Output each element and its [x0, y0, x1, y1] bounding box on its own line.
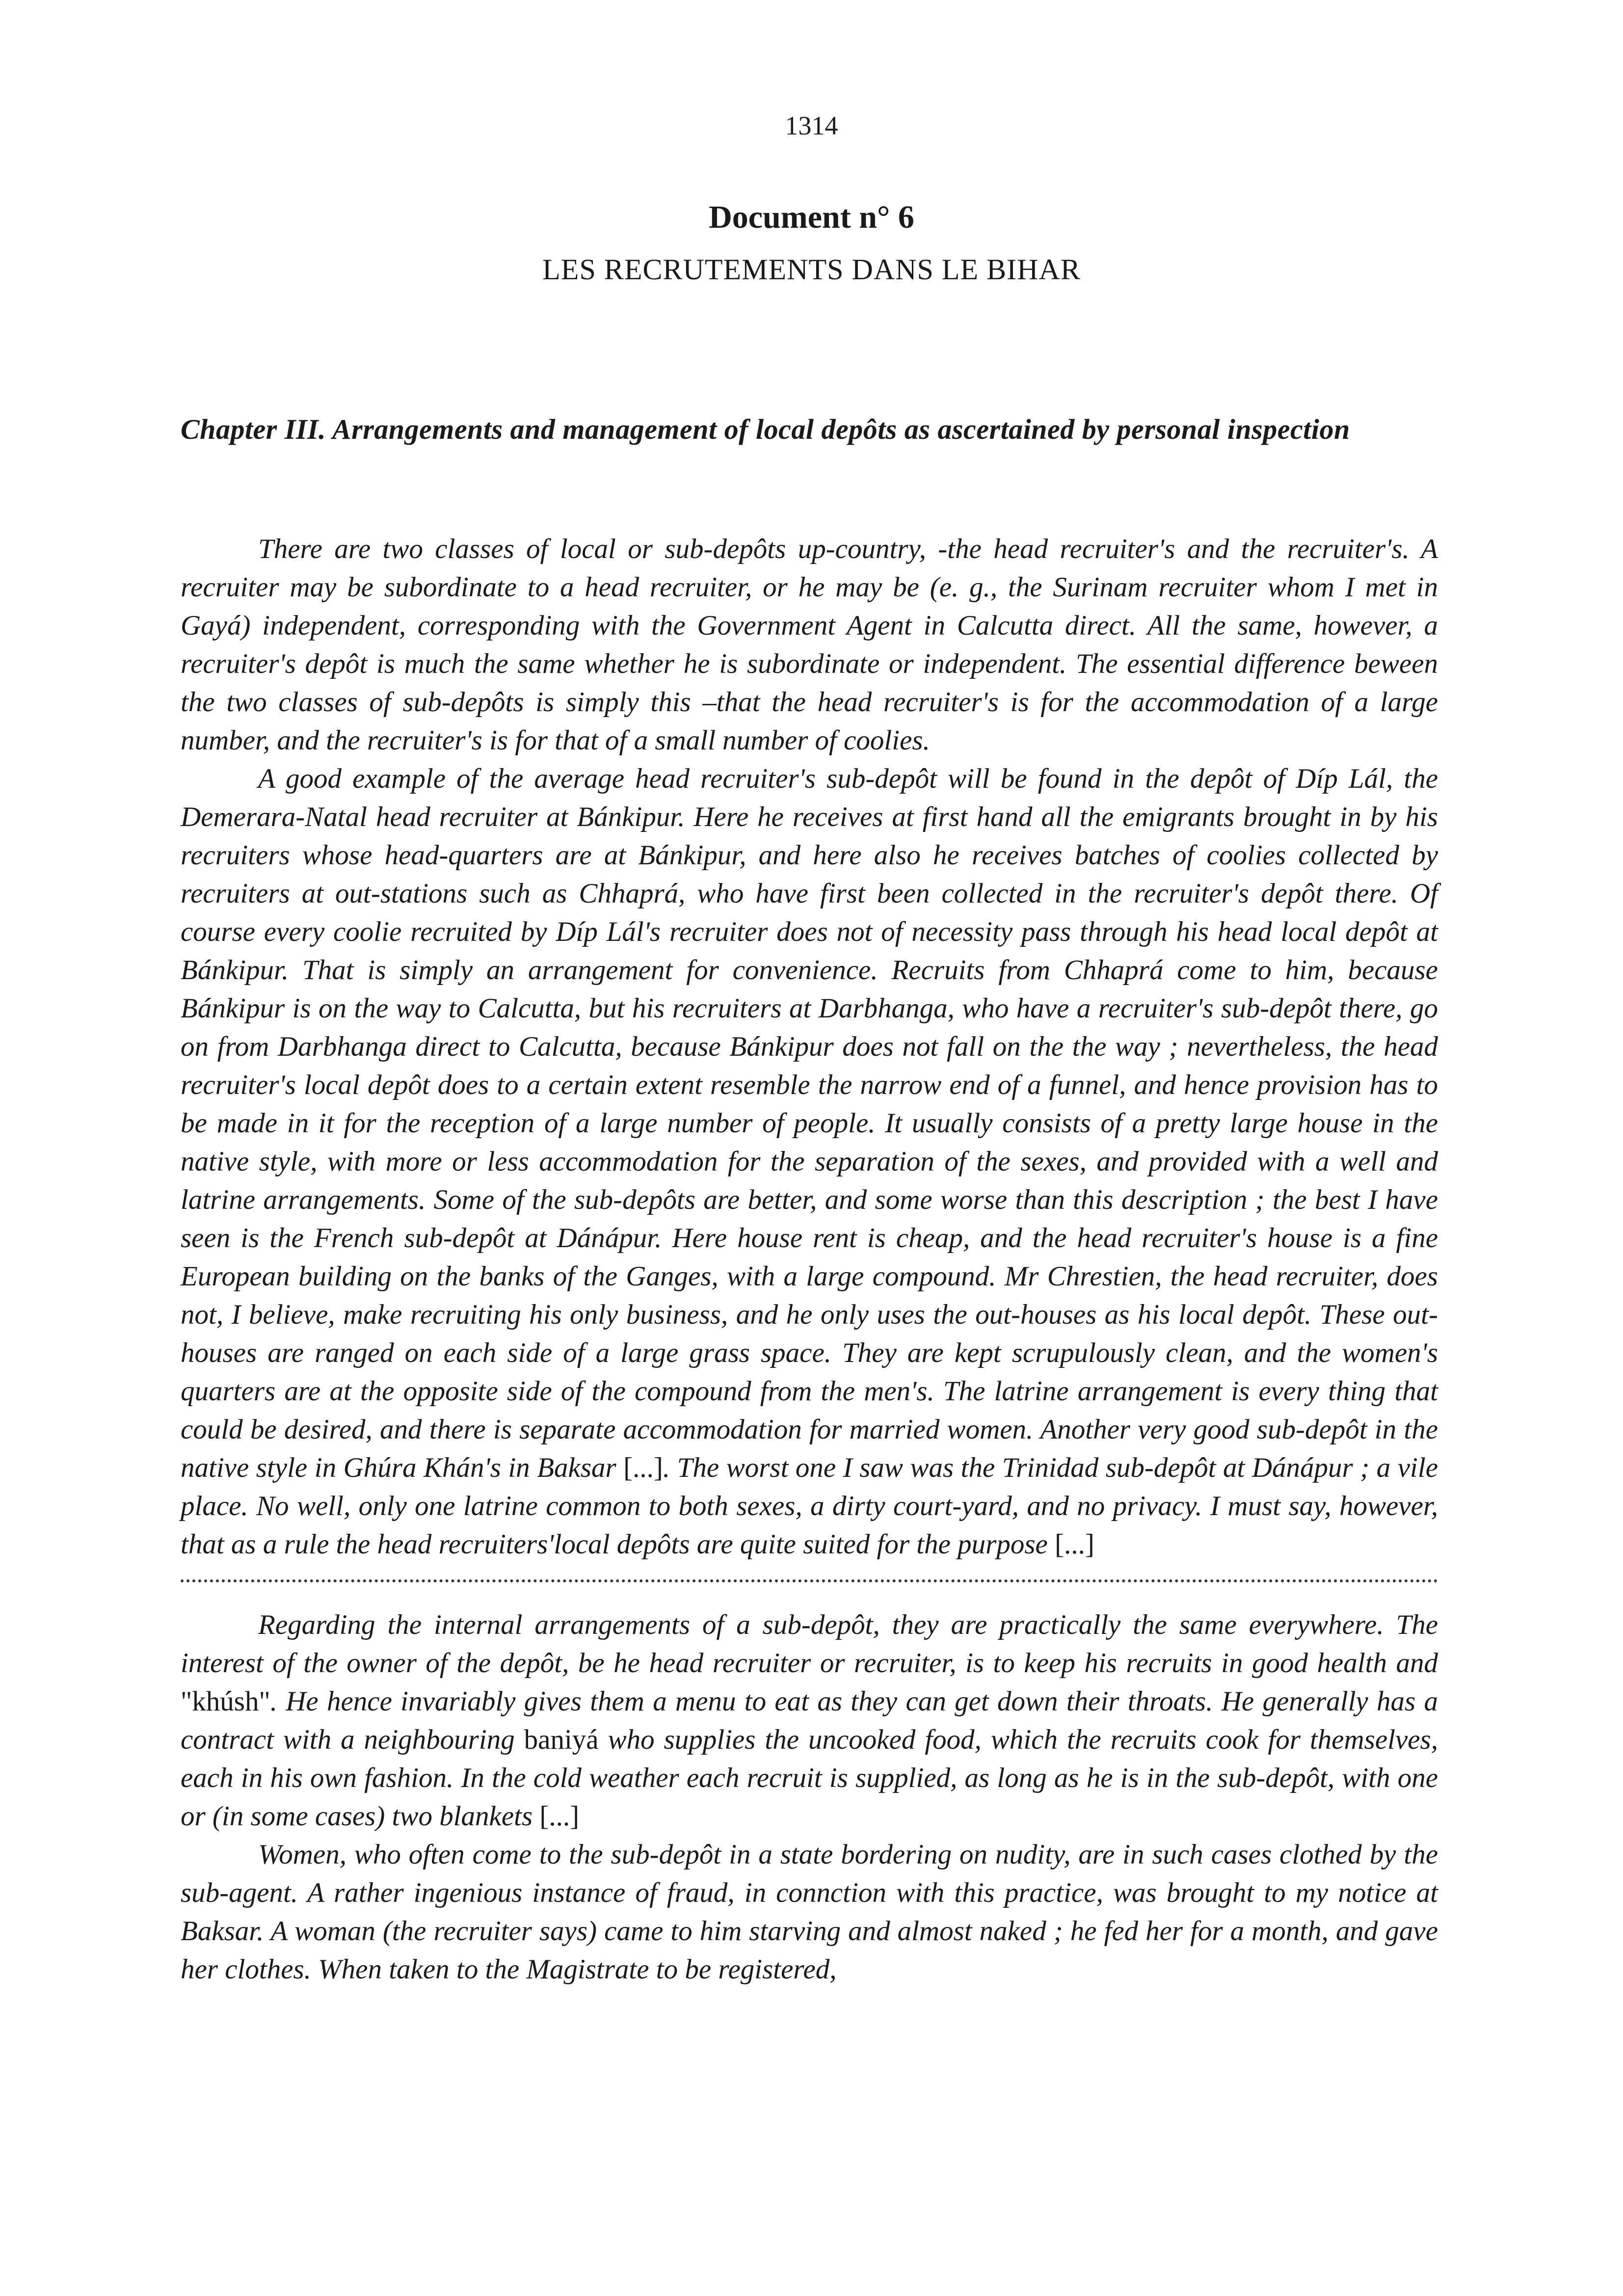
document-subtitle: LES RECRUTEMENTS DANS LE BIHAR [542, 253, 1081, 286]
ellipsis-bracket: [...] [539, 1801, 580, 1832]
document-title: Document n° 6 [709, 199, 914, 235]
paragraph-3-text-b: . He hence invariably gives them a menu to eat as they can get down their throats. He generally has a contract with a neighbouring [181, 1686, 1438, 1755]
paragraph-2-continuation: . The worst one I saw was the Trinidad sub-depôt at Dánápur ; a vile place. No well, only one latrine common to both sexes, a dirty court-yard, and no privacy. I must say, however, that as a rule the head recruiters'local depôts are quite suited for the purpose [181, 1452, 1438, 1560]
paragraph-1: There are two classes of local or sub-depôts up-country, -the head recruiter's and the recruiter's. A recruiter may be subordinate to a head recruiter, or he may be (e. g., the Surinam recruiter whom I met in Gayá) independent, corresponding with the Government Agent in Calcutta direct. All the same, however, a recruiter's depôt is much the same whether he is subordinate or independent. The essential difference beween the two classes of sub-depôts is simply this –that the head recruiter's is for the accommodation of a large number, and the recruiter's is for that of a small number of coolies. [181, 534, 1438, 756]
ellipsis-bracket: [...] [623, 1452, 663, 1483]
paragraph-3-text-c: who supplies the uncooked food, which the recruits cook for themselves, each in his own fashion. In the cold weather each recruit is supplied, as long as he is in the sub-depôt, with one or (in some cases) two blankets [181, 1724, 1438, 1832]
paragraph-2-text: A good example of the average head recruiter's sub-depôt will be found in the depôt of Díp Lál, the Demerara-Natal head recruiter at Bánkipur. Here he receives at first hand all the emigrants brought in by his recruiters whose head-quarters are at Bánkipur, and here also he receives batches of coolies collected by recruiters at out-stations such as Chhaprá, who have first been collected in the recruiter's depôt there. Of course every coolie recruited by Díp Lál's recruiter does not of necessity pass through his head local depôt at Bánkipur. That is simply an arrangement for convenience. Recruits from Chhaprá come to him, because Bánkipur is on the way to Calcutta, but his recruiters at Darbhanga, who have a recruiter's sub-depôt there, go on from Darbhanga direct to Calcutta, because Bánkipur does not fall on the the way ; nevertheless, the head recruiter's local depôt does to a certain extent resemble the narrow end of a funnel, and hence provision has to be made in it for the reception of a large number of people. It usually consists of a pretty large house in the native style, with more or less accommodation for the separation of the sexes, and provided with a well and latrine arrangements. Some of the sub-depôts are better, and some worse than this description ; the best I have seen is the French sub-depôt at Dánápur. Here house rent is cheap, and the head recruiter's house is a fine European building on the banks of the Ganges, with a large compound. Mr Chrestien, the head recruiter, does not, I believe, make recruiting his only business, and he only uses the out-houses as his local depôt. These out-houses are ranged on each side of a large grass space. They are kept scrupulously clean, and the women's quarters are at the opposite side of the compound from the men's. The latrine arrangement is every thing that could be desired, and there is separate accommodation for married women. Another very good sub-depôt in the native style in Ghúra Khán's in Baksar [181, 763, 1438, 1483]
paragraph-3-text-a: Regarding the internal arrangements of a sub-depôt, they are practically the same everywhere. The interest of the owner of the depôt, be he head recruiter or recruiter, is to keep his recruits in good health and [181, 1609, 1438, 1679]
paragraph-2 [181, 760, 1438, 1564]
dotted-separator [181, 1579, 1438, 1586]
chapter-heading: Chapter III. Arrangements and management of local depôts as ascertained by personal inspection [181, 413, 1350, 445]
page-number: 1314 [785, 111, 838, 140]
paragraph-4: Women, who often come to the sub-depôt in a state bordering on nudity, are in such cases clothed by the sub-agent. A rather ingenious instance of fraud, in connction with this practice, was brought to my notice at Baksar. A woman (the recruiter says) came to him starving and almost naked ; he fed her for a month, and gave her clothes. When taken to the Magistrate to be registered, [181, 1839, 1438, 1985]
term-khush: "khúsh" [181, 1686, 270, 1717]
body-text [181, 530, 1438, 1989]
ellipsis-bracket: [...] [1055, 1529, 1094, 1560]
term-baniya: baniyá [524, 1724, 599, 1755]
paragraph-3 [181, 1606, 1438, 1836]
